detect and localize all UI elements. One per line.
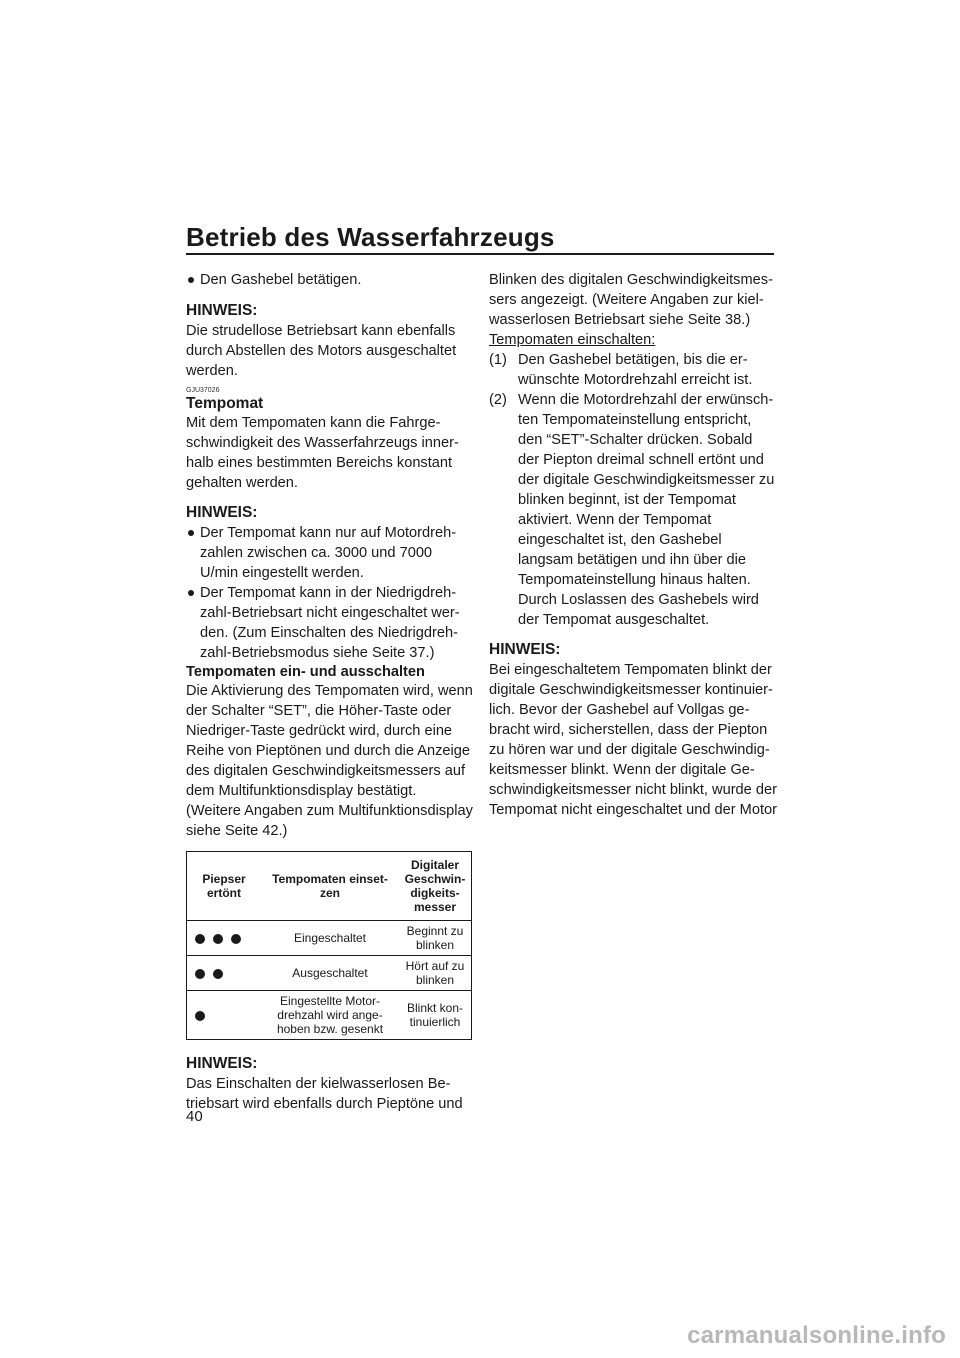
table-cell: Hört auf zu blinken (399, 956, 472, 991)
watermark: carmanualsonline.info (687, 1322, 946, 1349)
step-number: (1) (489, 352, 507, 368)
bullet-text: Der Tempomat kann nur auf Motordrehzahlen zwischen ca. 3000 und 7000 U/min eingestellt werden. (200, 525, 457, 581)
bullet-item (186, 523, 474, 583)
note-text: Bei eingeschaltetem Tempomaten blinkt der digitale Geschwindigkeitsmesser kontinuierlich. Bevor der Gashebel auf Vollgas gebracht wird, sicherstellen, dass der Piepton zu hören war und der digitale Geschwindigkeitsmesser blinkt. Wenn der digitale Geschwindigkeitsmesser nicht blinkt, wurde der Tempomat nicht eingeschaltet und der Motor (489, 662, 777, 818)
table-header-row (187, 852, 472, 921)
beep-icon (195, 969, 205, 979)
table-cell: Beginnt zu blinken (399, 921, 472, 956)
beep-cell (187, 956, 262, 991)
beep-icon (195, 1011, 205, 1021)
page-number: 40 (186, 1108, 203, 1125)
table-cell: Ausgeschaltet (261, 956, 399, 991)
continuation-text: Blinken des digitalen Geschwindigkeitsmessers angezeigt. (Weitere Angaben zur kielwasserlosen Betriebsart siehe Seite 38.) (489, 272, 773, 328)
bullet-text: Den Gashebel betätigen. (200, 272, 362, 288)
beep-icon (195, 934, 205, 944)
beep-cell (187, 921, 262, 956)
procedure-step (489, 350, 777, 390)
reference-code: GJU37026 (186, 387, 220, 394)
table-header-cell: Piepser ertönt (187, 852, 262, 921)
note-text: Die strudellose Betriebsart kann ebenfalls durch Abstellen des Motors ausgeschaltet werden. (186, 323, 457, 379)
right-column (489, 270, 777, 820)
step-text: Den Gashebel betätigen, bis die erwünschte Motordrehzahl erreicht ist. (518, 352, 753, 388)
table-row (187, 956, 472, 991)
note-label: HINWEIS: (186, 504, 258, 521)
table-cell: Eingestellte Motordrehzahl wird angehoben bzw. gesenkt (261, 991, 399, 1040)
beep-icon (231, 934, 241, 944)
title-rule (186, 253, 774, 255)
table-row (187, 921, 472, 956)
bullet-icon (188, 277, 194, 283)
bullet-icon (188, 590, 194, 596)
note-label: HINWEIS: (186, 1055, 258, 1072)
table-header-cell: Digitaler Geschwindigkeitsmesser (399, 852, 472, 921)
note-label: HINWEIS: (186, 302, 258, 319)
beep-icon (213, 934, 223, 944)
section-title: Tempomat (186, 395, 264, 412)
subsection-text: Die Aktivierung des Tempomaten wird, wenn der Schalter “SET”, die Höher-Taste oder Niedriger-Taste gedrückt wird, durch eine Reihe von Pieptönen und durch die Anzeige des digitalen Geschwindigkeitsmessers auf dem Multifunktionsdisplay bestätigt. (Weitere Angaben zum Multifunktionsdisplay siehe Seite 42.) (186, 683, 473, 839)
section-text: Mit dem Tempomaten kann die Fahrgeschwindigkeit des Wasserfahrzeugs innerhalb eines bestimmten Bereichs konstant gehalten werden. (186, 415, 459, 491)
subsection-title: Tempomaten ein- und ausschalten (186, 664, 425, 680)
bullet-text: Der Tempomat kann in der Niedrigdrehzahl-Betriebsart nicht eingeschaltet werden. (Zum Einschalten des Niedrigdrehzahl-Betriebsmodus siehe Seite 37.) (200, 585, 460, 661)
bullet-icon (188, 530, 194, 536)
table-cell: Eingeschaltet (261, 921, 399, 956)
bullet-item (186, 583, 474, 663)
step-number: (2) (489, 392, 507, 408)
table-cell: Blinkt kontinuierlich (399, 991, 472, 1040)
bullet-item (186, 270, 474, 290)
beep-table (186, 851, 472, 1040)
beep-icon (213, 969, 223, 979)
page-title: Betrieb des Wasserfahrzeugs (186, 222, 555, 252)
table-row (187, 991, 472, 1040)
table-header-cell: Tempomaten einsetzen (261, 852, 399, 921)
note-label: HINWEIS: (489, 641, 561, 658)
note-text: Das Einschalten der kielwasserlosen Betriebsart wird ebenfalls durch Pieptöne und (186, 1076, 463, 1112)
procedure-title: Tempomaten einschalten: (489, 332, 656, 348)
left-column (186, 270, 474, 1114)
step-text: Wenn die Motordrehzahl der erwünschten Tempomateinstellung entspricht, den “SET”-Schalter drücken. Sobald der Piepton dreimal schnell ertönt und der digitale Geschwindigkeitsmesser zu blinken beginnt, ist der Tempomat aktiviert. Wenn der Tempomat eingeschaltet ist, den Gashebel langsam betätigen und ihn über die Tempomateinstellung hinaus halten. Durch Loslassen des Gashebels wird der Tempomat ausgeschaltet. (518, 392, 775, 628)
procedure-step (489, 390, 777, 630)
beep-cell (187, 991, 262, 1040)
